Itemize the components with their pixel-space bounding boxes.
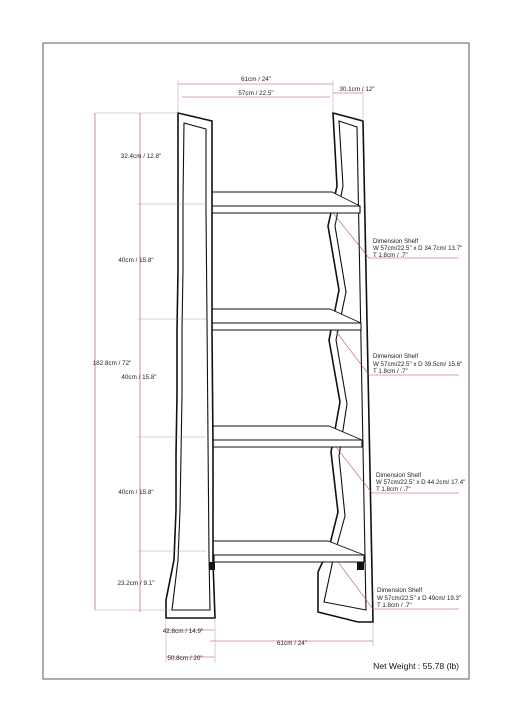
shelf-note-title: Dimension Shelf (377, 587, 423, 594)
shelf-4-front (214, 555, 364, 562)
base-depth-label: 50.8cm / 20" (167, 655, 203, 662)
shelf-note-2 (373, 353, 462, 375)
shelf-note-4 (377, 587, 461, 609)
shelf-note-thickness: T 1.8cm / .7" (373, 368, 408, 375)
shelf-3-front (213, 440, 362, 447)
gap-2-label: 40cm / 15.8" (118, 257, 154, 264)
shelf-1-front (208, 206, 360, 213)
overall-height-label: 182.8cm / 72" (92, 360, 132, 367)
bookcase-illustration (166, 113, 373, 622)
shelf-2-front (211, 323, 361, 330)
gap-4-label: 40cm / 15.8" (118, 489, 154, 496)
top-depth-label: 30.1cm / 12" (339, 86, 375, 93)
shelf-note-1 (373, 238, 462, 259)
base-width-label: 61cm / 24" (277, 640, 307, 647)
shelf-note-size: W 57cm/22.5" x D 49cm/ 19.3" (377, 595, 462, 602)
gap-bottom-label: 23.2cm / 9.1" (117, 580, 155, 587)
shelf-note-thickness: T 1.8cm / .7" (373, 252, 408, 259)
shelf-note-title: Dimension Shelf (373, 353, 419, 360)
shelf-width-label: 57cm / 22.5" (238, 90, 274, 97)
shelf-note-3 (376, 472, 465, 493)
shelf-note-title: Dimension Shelf (373, 238, 419, 245)
shelf-note-size: W 57cm/22.5" x D 39.5cm/ 15.6" (373, 361, 463, 368)
net-weight: Net Weight : 55.78 (lb) (373, 661, 459, 671)
overall-width-label: 61cm / 24" (241, 76, 271, 83)
shelf-note-size: W 57cm/22.5" x D 44.2cm/ 17.4" (376, 479, 466, 486)
shelf-note-thickness: T 1.8cm / .7" (377, 602, 412, 609)
rear-foot (357, 562, 364, 570)
leg-depth-label: 42.8cm / 14.9" (162, 628, 204, 635)
gap-3-label: 40cm / 15.8" (121, 374, 157, 381)
shelf-note-size: W 57cm/22.5" x D 34.7cm/ 13.7" (373, 245, 463, 252)
front-foot (209, 562, 215, 570)
shelf-note-title: Dimension Shelf (376, 472, 422, 479)
shelf-note-thickness: T 1.8cm / .7" (376, 486, 411, 493)
gap-top-label: 32.4cm / 12.8" (120, 153, 162, 160)
